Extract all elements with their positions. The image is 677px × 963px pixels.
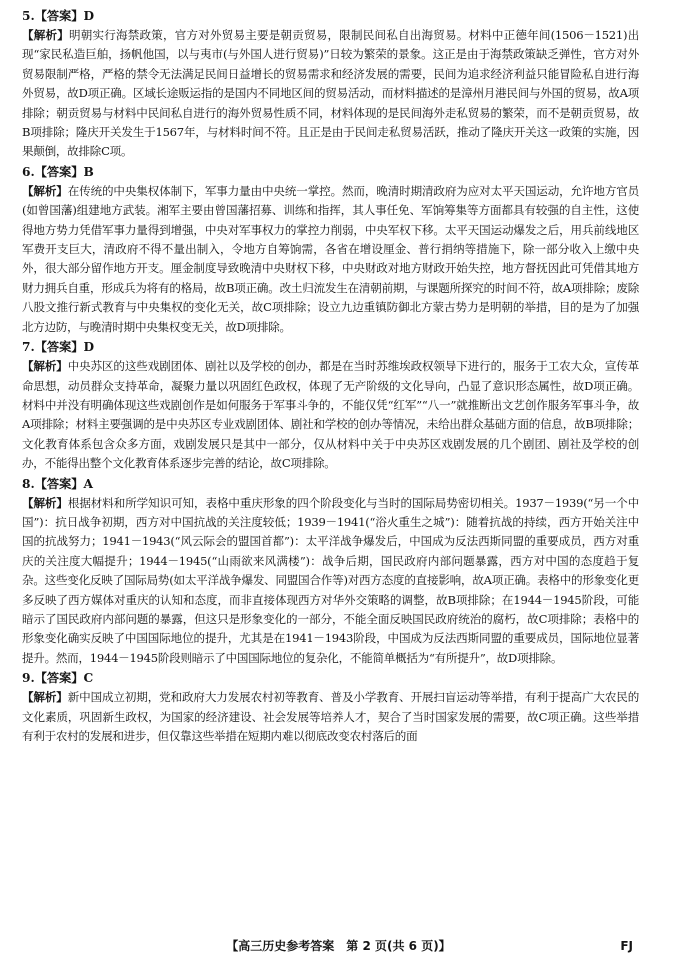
answer-value: A [83,476,93,491]
question-number: 5. [22,9,35,23]
answer-label: 【答案】 [34,9,84,23]
analysis-text: 明朝实行海禁政策，官方对外贸易主要是朝贡贸易，限制民间私自出海贸易。材料中正德年间(1506－1521)出现“家民私造巨舶，扬帆他国，以与夷市(与外国人进行贸易)”日较为繁荣的景象。这正是由于海禁政策缺乏弹性，官方对外贸易限制严格，严格的禁令无法满足民间日益增长的贸易需求和经济发展的需要，民间为追求经济利益只能冒险私自进行海外贸易，故D项正确。区域长途贩运指的是国内不同地区间的贸易活动，而材料描述的是漳州月港民间与外国的贸易，故A项排除；朝贡贸易与材料中民间私自进行的海外贸易性质不同，材料体现的是民间海外走私贸易的繁荣，而不是朝贡贸易，故B项排除；隆庆开关发生于1567年，与材料时间不符。且正是由于民间走私贸易活跃，推动了隆庆开关这一政策的实施，因果颠倒，故排除C项。 [22,28,640,159]
page-footer-title: 【高三历史参考答案 第 2 页(共 6 页)】 [226,939,451,953]
answer-value: C [83,671,94,686]
question-header [22,338,639,357]
analysis-label: 【解析】 [22,28,69,42]
answer-label: 【答案】 [34,476,84,491]
question-9 [22,669,639,746]
analysis-paragraph [22,494,639,669]
analysis-label: 【解析】 [22,359,68,374]
analysis-label: 【解析】 [22,495,68,510]
analysis-text: 在传统的中央集权体制下，军事力量由中央统一掌控。然而，晚清时期清政府为应对太平天国运动，允许地方官员(如曾国藩)组建地方武装。湘军主要由曾国藩招募、训练和指挥，其人事任免、军饷筹集等方面都具有较强的自主性，这使得地方势力凭借军事力量得到增强，中央对军事权力的掌控力削弱，中央军权下移。太平天国运动爆发之后，用兵前线地区军费开支巨大，清政府不得不量出制入，令地方自筹饷需，各省在增设厘金、普行捐纳等措施下，除一部分收入上缴中央外，很大部分留作地方开支。厘金制度导致晚清中央财权下移，中央财政对地方财政开始失控，地方督抚因此可凭借其地方财力拥兵自重，形成兵为将有的格局，故B项正确。改土归流发生在清朝前期，与课题所探究的时间不符，故A项排除；废除八股文推行新式教育与中央集权的变化无关，故C项排除；设立九边重镇防御北方蒙古势力是明朝的举措，目的是为了加强北方边防，与晚清时期中央集权变无关，故D项排除。 [22,183,640,334]
answer-value: B [83,164,94,179]
answer-value: D [83,9,95,23]
analysis-text: 中央苏区的这些戏剧团体、剧社以及学校的创办，都是在当时苏维埃政权领导下进行的，服务于工农大众，宣传革命思想，动员群众支持革命，凝聚力量以巩固红色政权，体现了无产阶级的文化导向，凸显了意识形态属性，故D项正确。材料中并没有明确体现这些戏剧创作是如何服务于军事斗争的，不能仅凭“红军”“八一”就推断出文艺创作服务军事斗争，故A项排除；材料主要强调的是中央苏区专业戏剧团体、剧社和学校的创办等情况，未给出群众基础方面的信息，故B项排除；文化教育体系包含众多方面，戏剧发展只是其中一部分，仅从材料中关于中央苏区戏剧发展的几个剧团、剧社及学校的创办，不能得出整个文化教育体系逐步完善的结论，故C项排除。 [22,359,640,471]
analysis-text: 根据材料和所学知识可知，表格中重庆形象的四个阶段变化与当时的国际局势密切相关。1937－1939(“另一个中国”)：抗日战争初期，西方对中国抗战的关注度较低；1939－1941(“浴火重生之城”)：随着抗战的持续，西方开始关注中国的抗战努力；1941－1943(“风云际会的盟国首都”)：太平洋战争爆发后，中国成为反法西斯同盟的重要成员，西方对重庆的关注度大幅提升；1944－1945(“山雨欲来风满楼”)：战争后期，国民政府内部问题暴露，西方对中国的态度趋于复杂。这些变化反映了国际局势(如太平洋战争爆发、同盟国合作等)对西方态度的直接影响，故A项正确。表格中的形象变化更多反映了西方媒体对重庆的认知和态度，而非直接体现西方对华外交策略的调整，故B项排除；在1944－1945阶段，可能暗示了国民政府内部问题的暴露，但这只是形象变化的一部分，不能全面反映国民政府统治的腐朽，故C项排除；表格中的形象变化确实反映了中国国际地位的提升，尤其是在1941－1943阶段，中国成为反法西斯同盟的重要成员，国际地位显著提升。然而，1944－1945阶段则暗示了中国国际地位的复杂化，不能简单概括为“有所提升”，故D项排除。 [22,495,639,665]
question-7 [22,338,639,473]
analysis-label: 【解析】 [22,183,68,198]
page-footer-code: FJ [620,939,633,953]
question-header [22,475,639,494]
answer-value: D [83,340,95,355]
analysis-paragraph [22,357,639,473]
answer-label: 【答案】 [34,164,84,179]
analysis-label: 【解析】 [22,690,68,705]
question-header [22,163,639,182]
question-header [22,7,639,26]
question-5 [22,7,639,162]
question-header [22,669,639,688]
question-8 [22,475,639,669]
analysis-text: 新中国成立初期，党和政府大力发展农村初等教育、普及小学教育、开展扫盲运动等举措，有利于提高广大农民的文化素质，巩固新生政权，为国家的经济建设、社会发展等培养人才，契合了当时国家发展的需要，故C项正确。这些举措有利于农村的发展和进步，但仅靠这些举措在短期内难以彻底改变农村落后的面 [22,690,640,743]
question-number: 6. [22,164,35,179]
answer-label: 【答案】 [34,340,84,355]
question-6 [22,163,639,337]
answer-label: 【答案】 [34,671,84,686]
analysis-paragraph [22,26,639,162]
question-number: 9. [22,671,35,686]
page-footer [0,938,677,954]
analysis-paragraph [22,182,639,337]
question-number: 8. [22,476,35,491]
analysis-paragraph [22,688,639,746]
question-number: 7. [22,340,35,355]
